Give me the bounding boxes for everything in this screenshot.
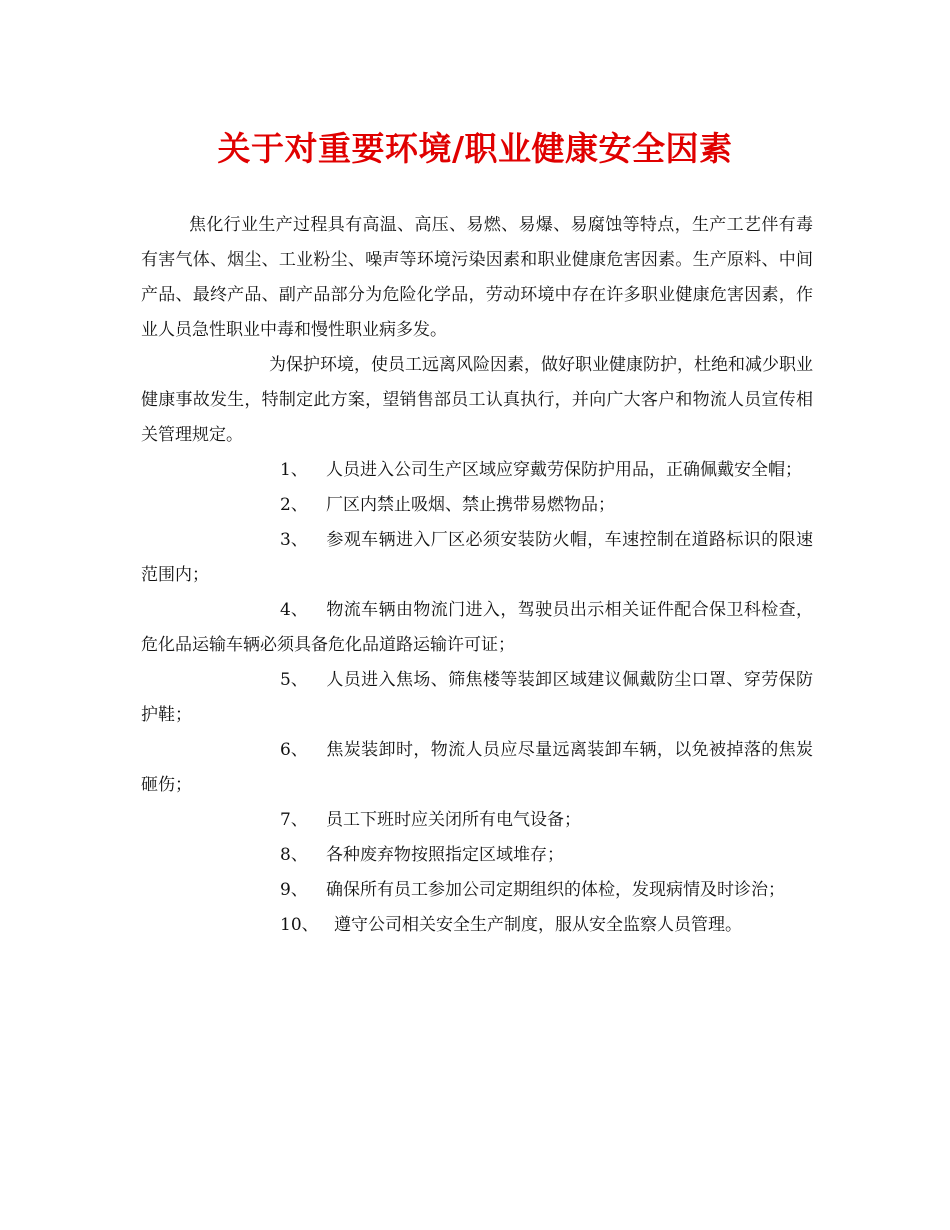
purpose-paragraph: 为保护环境，使员工远离风险因素，做好职业健康防护，杜绝和减少职业健康事故发生，特制定此方案，望销售部员工认真执行，并向广大客户和物流人员宣传相关管理规定。 — [141, 355, 813, 445]
rule-number: 6、 — [280, 740, 308, 760]
rule-text: 遵守公司相关安全生产制度，服从安全监察人员管理。 — [334, 915, 742, 935]
rule-number: 3、 — [280, 530, 308, 550]
rule-item — [141, 453, 813, 488]
rule-item — [141, 733, 813, 803]
rule-text: 物流车辆由物流门进入，驾驶员出示相关证件配合保卫科检查，危化品运输车辆必须具备危化品道路运输许可证； — [141, 600, 813, 655]
rule-number: 7、 — [280, 810, 308, 830]
rule-text: 厂区内禁止吸烟、禁止携带易燃物品； — [326, 495, 615, 515]
rule-text: 人员进入焦场、筛焦楼等装卸区域建议佩戴防尘口罩、穿劳保防护鞋； — [141, 670, 813, 725]
rule-number: 9、 — [280, 880, 308, 900]
rule-item — [141, 873, 813, 908]
rule-item — [141, 523, 813, 593]
rule-text: 参观车辆进入厂区必须安装防火帽，车速控制在道路标识的限速范围内； — [141, 530, 813, 585]
document-title: 关于对重要环境/职业健康安全因素 — [217, 129, 733, 168]
rule-item — [141, 803, 813, 838]
rule-number: 2、 — [280, 495, 308, 515]
rule-number: 10、 — [280, 915, 319, 935]
rule-item — [141, 663, 813, 733]
rule-text: 确保所有员工参加公司定期组织的体检，发现病情及时诊治； — [326, 880, 785, 900]
rule-item — [141, 838, 813, 873]
rule-number: 1、 — [280, 460, 308, 480]
rule-number: 5、 — [280, 670, 308, 690]
intro-paragraph: 焦化行业生产过程具有高温、高压、易燃、易爆、易腐蚀等特点，生产工艺伴有毒有害气体、烟尘、工业粉尘、噪声等环境污染因素和职业健康危害因素。生产原料、中间产品、最终产品、副产品部分为危险化学品，劳动环境中存在许多职业健康危害因素，作业人员急性职业中毒和慢性职业病多发。 — [141, 215, 813, 340]
rule-item — [141, 488, 813, 523]
rule-number: 4、 — [280, 600, 308, 620]
rule-text: 各种废弃物按照指定区域堆存； — [326, 845, 564, 865]
rule-item — [141, 593, 813, 663]
document-body — [141, 208, 813, 943]
rule-text: 人员进入公司生产区域应穿戴劳保防护用品，正确佩戴安全帽； — [326, 460, 802, 480]
rule-item — [141, 908, 813, 943]
rule-number: 8、 — [280, 845, 308, 865]
rule-text: 员工下班时应关闭所有电气设备； — [326, 810, 581, 830]
rule-text: 焦炭装卸时，物流人员应尽量远离装卸车辆，以免被掉落的焦炭砸伤； — [141, 740, 813, 795]
